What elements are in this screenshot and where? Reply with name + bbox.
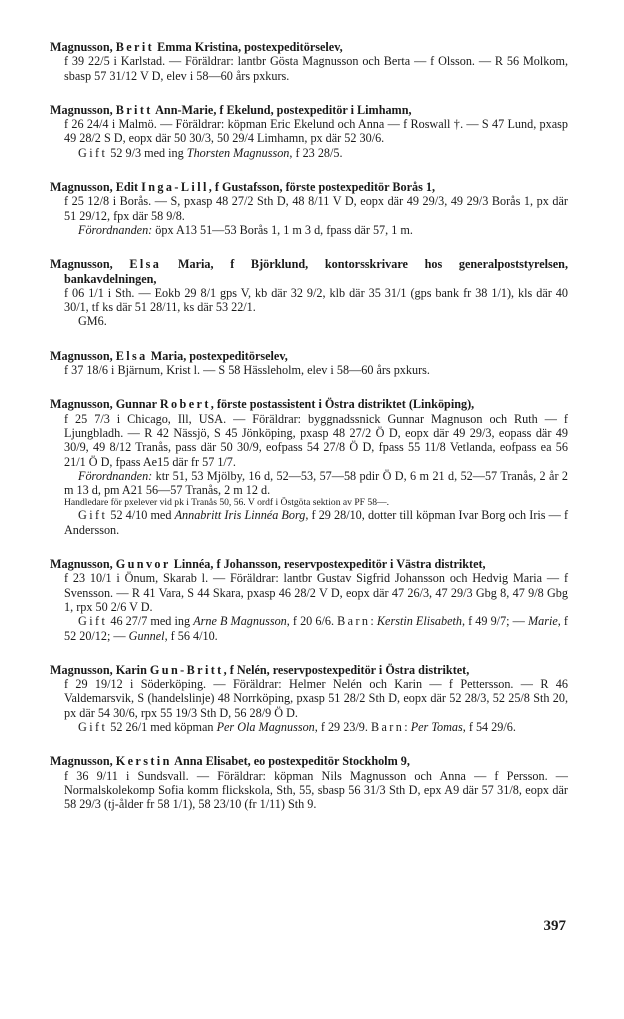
entry-body: f 36 9/11 i Sundsvall. — Föräldrar: köpman Nils Magnusson och Anna — f Persson. — Normalskolekomp Sofia komm flickskola, Sth, 55, sbasp 56 31/3 Sth D, epx A9 där 57 31/8, eopx där 58 29/3 (tj-ålder fr 58 1/1), 58 23/10 (fr 1/11) Sth 9. xyxy=(64,768,568,812)
entry-body: f 39 22/5 i Karlstad. — Föräldrar: lantbr Gösta Magnusson och Berta — f Olsson. — R 56 Molkom, sbasp 57 31/12 V D, elev i 58—60 års pxkurs. xyxy=(64,54,568,83)
entry-heading: Magnusson, Britt Ann-Marie, f Ekelund, postexpeditör i Limhamn, xyxy=(50,102,412,117)
entry-decoration: GM6. xyxy=(78,314,107,329)
entry-elsa-elev xyxy=(50,349,568,378)
entry-body: f 06 1/1 i Sth. — Eokb 29 8/1 gps V, kb där 32 9/2, klb där 35 31/1 (gps bank fr 38 1/1), kls där 40 30/1, tf ks där 51 28/11, ks där 53 22/1. xyxy=(64,285,568,315)
entry-body: f 25 7/3 i Chicago, Ill, USA. — Föräldrar: byggnadssnick Gunnar Magnuson och Ruth — f Ljungbladh. — R 42 Nässjö, S 45 Jönköping, pxasp 48 27/2 Ö D, eopx där 49 29/3, eopass där 49 30/9, 49 8/12 Tranås, pass där 50 30/9, eofpass 54 27/8 Ö D, fpass 55 11/8 Vetlanda, eofpass ea 56 21/1 Ö D, fpass Ae15 där fr 57 1/7. xyxy=(64,411,568,469)
entry-heading: Magnusson, Gunnar Robert, förste postassistent i Östra distriktet (Linköping), xyxy=(50,397,475,412)
entry-marriage: Gift 52 26/1 med köpman Per Ola Magnusson, f 29 23/9. Barn: Per Tomas, f 54 29/6. xyxy=(78,719,516,734)
entry-heading: Magnusson, Berit Emma Kristina, postexpeditörselev, xyxy=(50,40,343,54)
entry-body: f 29 19/12 i Söderköping. — Föräldrar: Helmer Nelén och Karin — f Pettersson. — R 46 Valdemarsvik, S (handelslinje) 48 Norrköping, pxasp 51 28/2 Sth D, eopx där 52 28/3, 52 25/8 Sth 20, px där 54 30/6, rpx 55 19/3 Sth D, 56 28/9 Ö D. xyxy=(64,677,568,720)
entry-body: f 25 12/8 i Borås. — S, pxasp 48 27/2 Sth D, 48 8/11 V D, eopx där 49 29/3, 49 29/3 Borås 1, px där 51 29/12, fpx där 58 9/8. xyxy=(64,194,568,223)
entry-note: Handledare för pxelever vid pk i Tranås 50, 56. V ordf i Östgöta sektion av PF 58—. xyxy=(64,497,389,509)
entry-appointments: Förordnanden: öpx A13 51—53 Borås 1, 1 m 3 d, fpass där 57, 1 m. xyxy=(78,222,413,237)
page-number: 397 xyxy=(543,918,566,934)
entry-marriage: Gift 52 9/3 med ing Thorsten Magnusson, f 23 28/5. xyxy=(78,145,343,160)
entry-heading: Magnusson, Karin Gun-Britt, f Nelén, reservpostexpeditör i Östra distriktet, xyxy=(50,662,470,677)
entry-body: f 23 10/1 i Önum, Skarab l. — Föräldrar: lantbr Gustav Sigfrid Johansson och Hedvig Maria — f Svensson. — R 41 Vara, S 44 Skara, pxasp 46 28/2 V D, eopx där 47 26/3, 47 29/3 Gbg 8, 47 9/8 Gbg 1, rpx 50 2/6 V D. xyxy=(64,571,568,614)
entry-gunvor xyxy=(50,557,568,643)
entry-heading: Magnusson, Gunvor Linnéa, f Johansson, reservpostexpeditör i Västra distriktet, xyxy=(50,557,486,572)
entry-britt xyxy=(50,103,568,160)
entry-heading: Magnusson, Elsa Maria, f Björklund, kontorsskrivare hos generalpoststyrelsen, bankavdelningen, xyxy=(50,257,569,286)
entry-appointments: Förordnanden: ktr 51, 53 Mjölby, 16 d, 52—53, 57—58 pdir Ö D, 6 m 21 d, 52—57 Tranås, 2 år 2 m 13 d, pm A21 56—57 Tranås, 2 m 12 d. xyxy=(64,468,568,498)
entry-robert xyxy=(50,397,568,537)
entry-gun-britt xyxy=(50,663,568,734)
entry-heading: Magnusson, Elsa Maria, postexpeditörselev, xyxy=(50,348,288,363)
entry-marriage: Gift 52 4/10 med Annabritt Iris Linnéa Borg, f 29 28/10, dotter till köpman Ivar Borg och Iris — f Andersson. xyxy=(64,508,569,537)
entry-kerstin xyxy=(50,754,568,811)
entry-berit xyxy=(50,40,568,83)
entry-inga-lill xyxy=(50,180,568,237)
entry-body: f 37 18/6 i Bjärnum, Krist l. — S 58 Hässleholm, elev i 58—60 års pxkurs. xyxy=(64,363,430,378)
entry-elsa-bjorklund xyxy=(50,257,568,328)
entry-heading: Magnusson, Kerstin Anna Elisabet, eo postexpeditör Stockholm 9, xyxy=(50,754,410,769)
entry-marriage: Gift 46 27/7 med ing Arne B Magnusson, f 20 6/6. Barn: Kerstin Elisabeth, f 49 9/7; — Marie, f 52 20/12; — Gunnel, f 56 4/10. xyxy=(64,614,568,643)
entry-body: f 26 24/4 i Malmö. — Föräldrar: köpman Eric Ekelund och Anna — f Roswall †. — S 47 Lund, pxasp 49 28/2 S D, eopx där 50 30/3, 50 29/4 Limhamn, px där 52 30/6. xyxy=(64,117,568,146)
entry-heading: Magnusson, Edit Inga-Lill, f Gustafsson, förste postexpeditör Borås 1, xyxy=(50,180,436,195)
